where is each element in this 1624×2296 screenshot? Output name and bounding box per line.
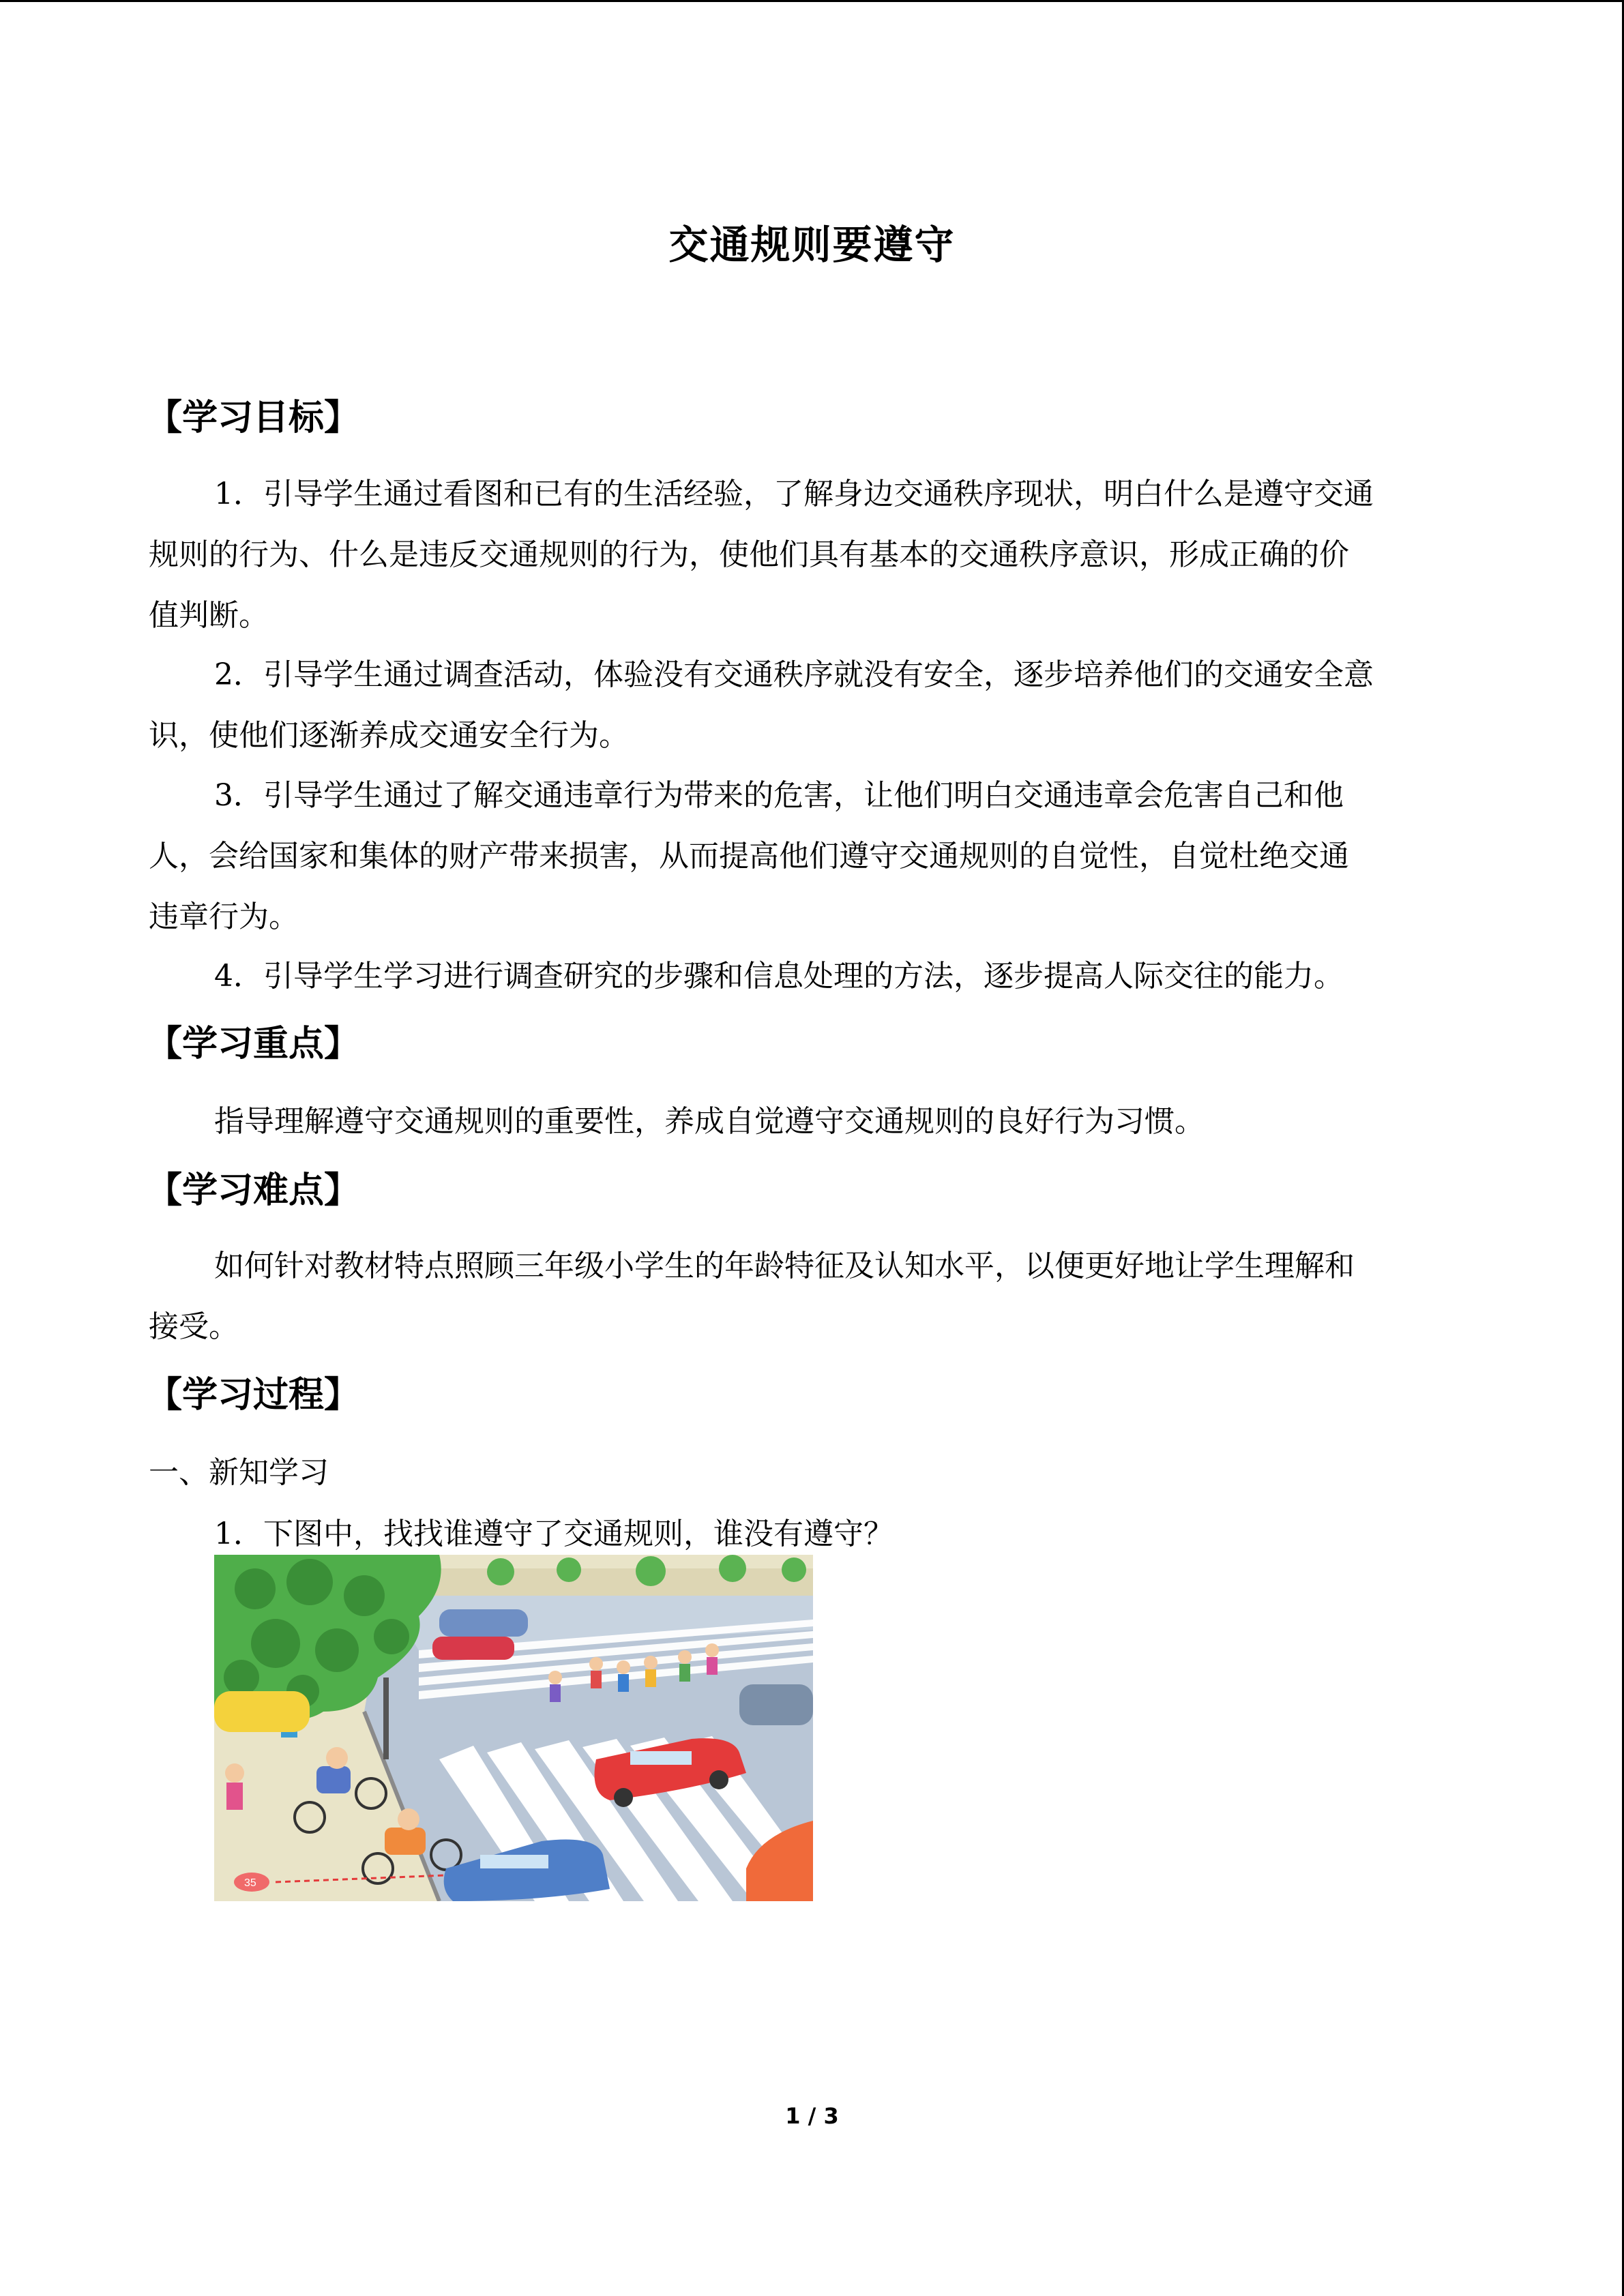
goal-3-line-1: 3．引导学生通过了解交通违章行为带来的危害，让他们明白交通违章会危害自己和他: [214, 778, 1344, 813]
traffic-crossing-illustration: [214, 1555, 813, 1901]
illustration-page-badge: 35: [244, 1877, 256, 1889]
key-points-line: 指导理解遵守交通规则的重要性，养成自觉遵守交通规则的良好行为习惯。: [214, 1104, 1205, 1139]
goal-4-line-1: 4．引导学生学习进行调查研究的步骤和信息处理的方法，逐步提高人际交往的能力。: [214, 959, 1344, 994]
question-1: 1．下图中，找找谁遵守了交通规则，谁没有遵守？: [214, 1517, 894, 1551]
heading-difficulties: 【学习难点】: [147, 1170, 360, 1211]
heading-learning-process: 【学习过程】: [147, 1375, 360, 1416]
difficulties-text: [149, 1236, 1479, 1357]
goal-2-line-2: 识，使他们逐渐养成交通安全行为。: [149, 718, 629, 753]
goal-item-3: [149, 765, 1479, 947]
goal-1-line-2: 规则的行为、什么是违反交通规则的行为，使他们具有基本的交通秩序意识，形成正确的价: [149, 537, 1349, 572]
goal-1-line-3: 值判断。: [149, 598, 269, 633]
document-title: 交通规则要遵守: [668, 222, 956, 268]
goal-item-1: [149, 464, 1479, 646]
new-knowledge-subheading: 一、新知学习: [149, 1455, 329, 1490]
page-number: 1 / 3: [785, 2103, 839, 2129]
difficulties-line-2: 接受。: [149, 1309, 239, 1344]
goal-item-2: [149, 644, 1479, 766]
goal-3-line-2: 人，会给国家和集体的财产带来损害，从而提高他们遵守交通规则的自觉性，自觉杜绝交通: [149, 839, 1349, 874]
goal-1-line-1: 1．引导学生通过看图和已有的生活经验，了解身边交通秩序现状，明白什么是遵守交通: [214, 477, 1374, 511]
process-subheading: [149, 1442, 1479, 1503]
heading-learning-goals: 【学习目标】: [147, 398, 360, 438]
goal-3-line-3: 违章行为。: [149, 899, 299, 934]
page-top-border: [0, 0, 1624, 2]
heading-key-points: 【学习重点】: [147, 1024, 360, 1064]
goal-2-line-1: 2．引导学生通过调查活动，体验没有交通秩序就没有安全，逐步培养他们的交通安全意: [214, 657, 1374, 692]
difficulties-line-1: 如何针对教材特点照顾三年级小学生的年龄特征及认知水平，以便更好地让学生理解和: [214, 1249, 1355, 1283]
goal-item-4: [149, 946, 1479, 1007]
key-points-text: [149, 1091, 1479, 1152]
